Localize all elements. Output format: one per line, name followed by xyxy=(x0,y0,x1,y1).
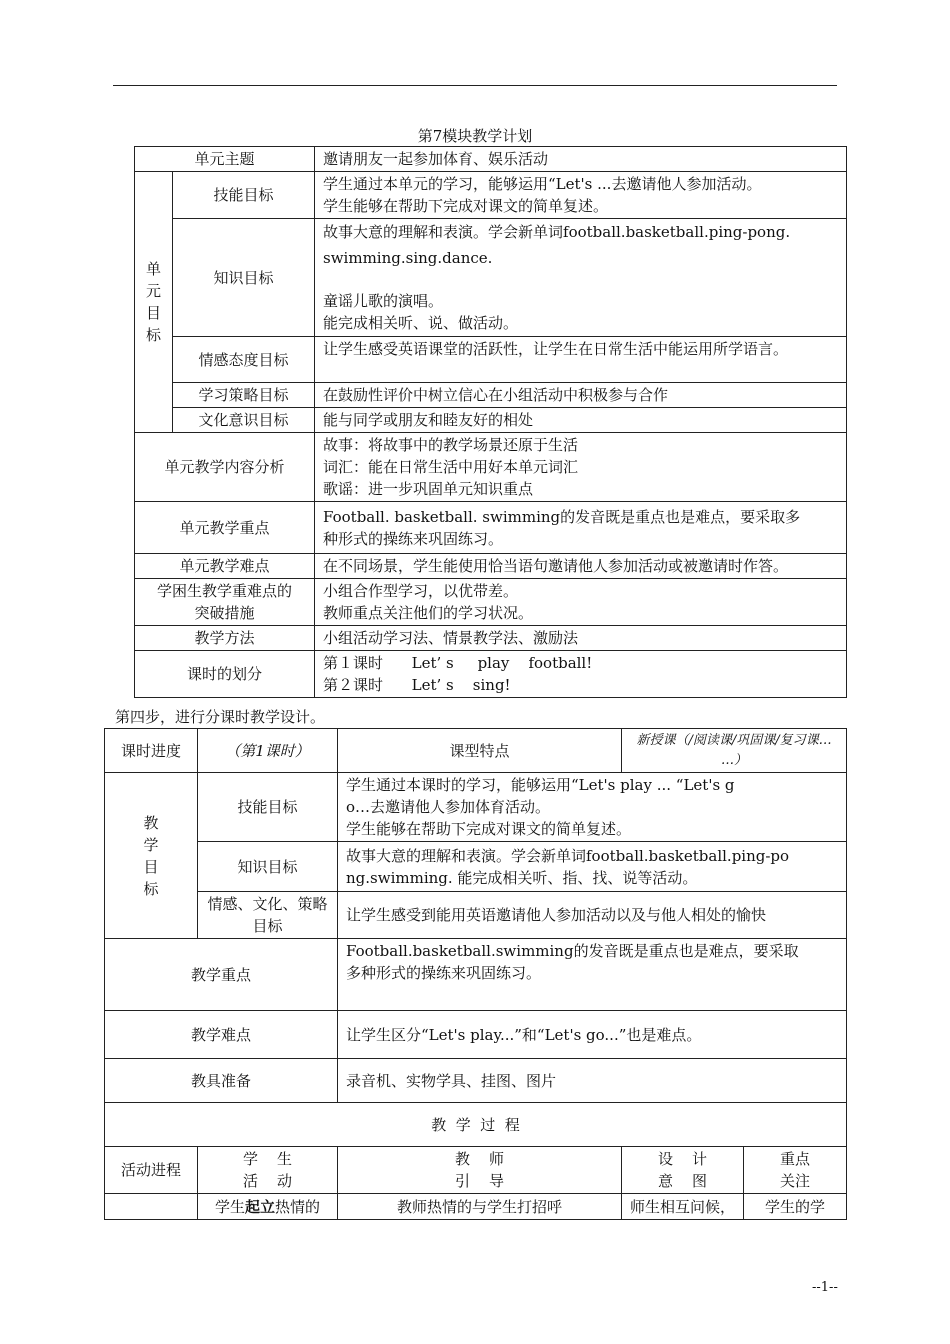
page-number: --1-- xyxy=(812,1280,838,1295)
unit-difficult-label: 单元教学难点 xyxy=(135,554,315,579)
analysis-label: 单元教学内容分析 xyxy=(135,433,315,502)
row1-teacher: 教师热情的与学生打招呼 xyxy=(338,1194,622,1220)
lesson-key-value: Football.basketball.swimming的发音既是重点也是难点，要采取 多种形式的操练来巩固练习。 xyxy=(338,939,847,1011)
strategy-goal-label: 学习策略目标 xyxy=(173,383,315,408)
skill-goal-label: 技能目标 xyxy=(173,172,315,219)
type-value: 新授课（/阅读课/巩固课/复习课… …） xyxy=(622,729,847,773)
weak-student-label: 学困生教学重难点的 突破措施 xyxy=(135,579,315,626)
culture-goal-label: 文化意识目标 xyxy=(173,408,315,433)
strategy-goal-value: 在鼓励性评价中树立信心在小组活动中积极参与合作 xyxy=(315,383,847,408)
col-focus-header: 重点 关注 xyxy=(744,1147,847,1194)
tools-value: 录音机、实物学具、挂图、图片 xyxy=(338,1059,847,1103)
method-label: 教学方法 xyxy=(135,626,315,651)
row1-design: 师生相互问候， xyxy=(622,1194,744,1220)
method-value: 小组活动学习法、情景教学法、激励法 xyxy=(315,626,847,651)
knowledge-goal-label: 知识目标 xyxy=(173,219,315,337)
unit-plan-table xyxy=(134,146,847,698)
process-heading: 教 学 过 程 xyxy=(105,1103,847,1147)
theme-label: 单元主题 xyxy=(135,147,315,172)
document-title: 第7模块教学计划 xyxy=(417,127,533,145)
progress-label: 课时进度 xyxy=(105,729,198,773)
lesson-emotion-label: 情感、文化、策略 目标 xyxy=(198,892,338,939)
lesson-design-table xyxy=(104,728,847,1220)
col-student-header: 学 生 活 动 xyxy=(198,1147,338,1194)
lesson-skill-label: 技能目标 xyxy=(198,773,338,842)
tools-label: 教具准备 xyxy=(105,1059,338,1103)
skill-goal-value: 学生通过本单元的学习，能够运用“Let's ...去邀请他人参加活动。 学生能够在帮助下完成对课文的简单复述。 xyxy=(315,172,847,219)
unit-difficult-value: 在不同场景，学生能使用恰当语句邀请他人参加活动或被邀请时作答。 xyxy=(315,554,847,579)
lesson-skill-value: 学生通过本课时的学习，能够运用“Let's play ... “Let's g o…去邀请他人参加体育活动。 学生能够在帮助下完成对课文的简单复述。 xyxy=(338,773,847,842)
unit-key-value: Football. basketball. swimming的发音既是重点也是难点，要采取多 种形式的操练来巩固练习。 xyxy=(315,502,847,554)
unit-key-label: 单元教学重点 xyxy=(135,502,315,554)
header-rule xyxy=(113,85,837,86)
col-progress-header: 活动进程 xyxy=(105,1147,198,1194)
unit-goals-label: 单 元 目 标 xyxy=(135,172,173,433)
period-label: 课时的划分 xyxy=(135,651,315,698)
type-label: 课型特点 xyxy=(338,729,622,773)
lesson-knowledge-label: 知识目标 xyxy=(198,842,338,892)
row1-progress xyxy=(105,1194,198,1220)
weak-student-value: 小组合作型学习，以优带差。 教师重点关注他们的学习状况。 xyxy=(315,579,847,626)
lesson-emotion-value: 让学生感受到能用英语邀请他人参加活动以及与他人相处的愉快 xyxy=(338,892,847,939)
col-design-header: 设 计 意 图 xyxy=(622,1147,744,1194)
lesson-difficult-label: 教学难点 xyxy=(105,1011,338,1059)
row1-focus: 学生的学 xyxy=(744,1194,847,1220)
theme-value: 邀请朋友一起参加体育、娱乐活动 xyxy=(315,147,847,172)
lesson-key-label: 教学重点 xyxy=(105,939,338,1011)
lesson-difficult-value: 让学生区分“Let's play...”和“Let's go...”也是难点。 xyxy=(338,1011,847,1059)
lesson-knowledge-value: 故事大意的理解和表演。学会新单词football.basketball.ping-po ng.swimming. 能完成相关听、指、找、说等活动。 xyxy=(338,842,847,892)
attitude-goal-value: 让学生感受英语课堂的活跃性，让学生在日常生活中能运用所学语言。 xyxy=(315,337,847,383)
row1-student: 学生起立热情的 xyxy=(198,1194,338,1220)
culture-goal-value: 能与同学或朋友和睦友好的相处 xyxy=(315,408,847,433)
knowledge-goal-value: 故事大意的理解和表演。学会新单词football.basketball.ping-pong. swimming.sing.dance. 童谣儿歌的演唱。 能完成相关听、说、做活动。 xyxy=(315,219,847,337)
period-value: 第１课时 Let’ s play football! 第２课时 Let’ s sing! xyxy=(315,651,847,698)
lesson-goals-label: 教 学 目 标 xyxy=(105,773,198,939)
attitude-goal-label: 情感态度目标 xyxy=(173,337,315,383)
progress-value: （第1课时） xyxy=(198,729,338,773)
analysis-value: 故事：将故事中的教学场景还原于生活 词汇：能在日常生活中用好本单元词汇 歌谣：进一步巩固单元知识重点 xyxy=(315,433,847,502)
step-four-text: 第四步，进行分课时教学设计。 xyxy=(115,708,326,726)
col-teacher-header: 教 师 引 导 xyxy=(338,1147,622,1194)
